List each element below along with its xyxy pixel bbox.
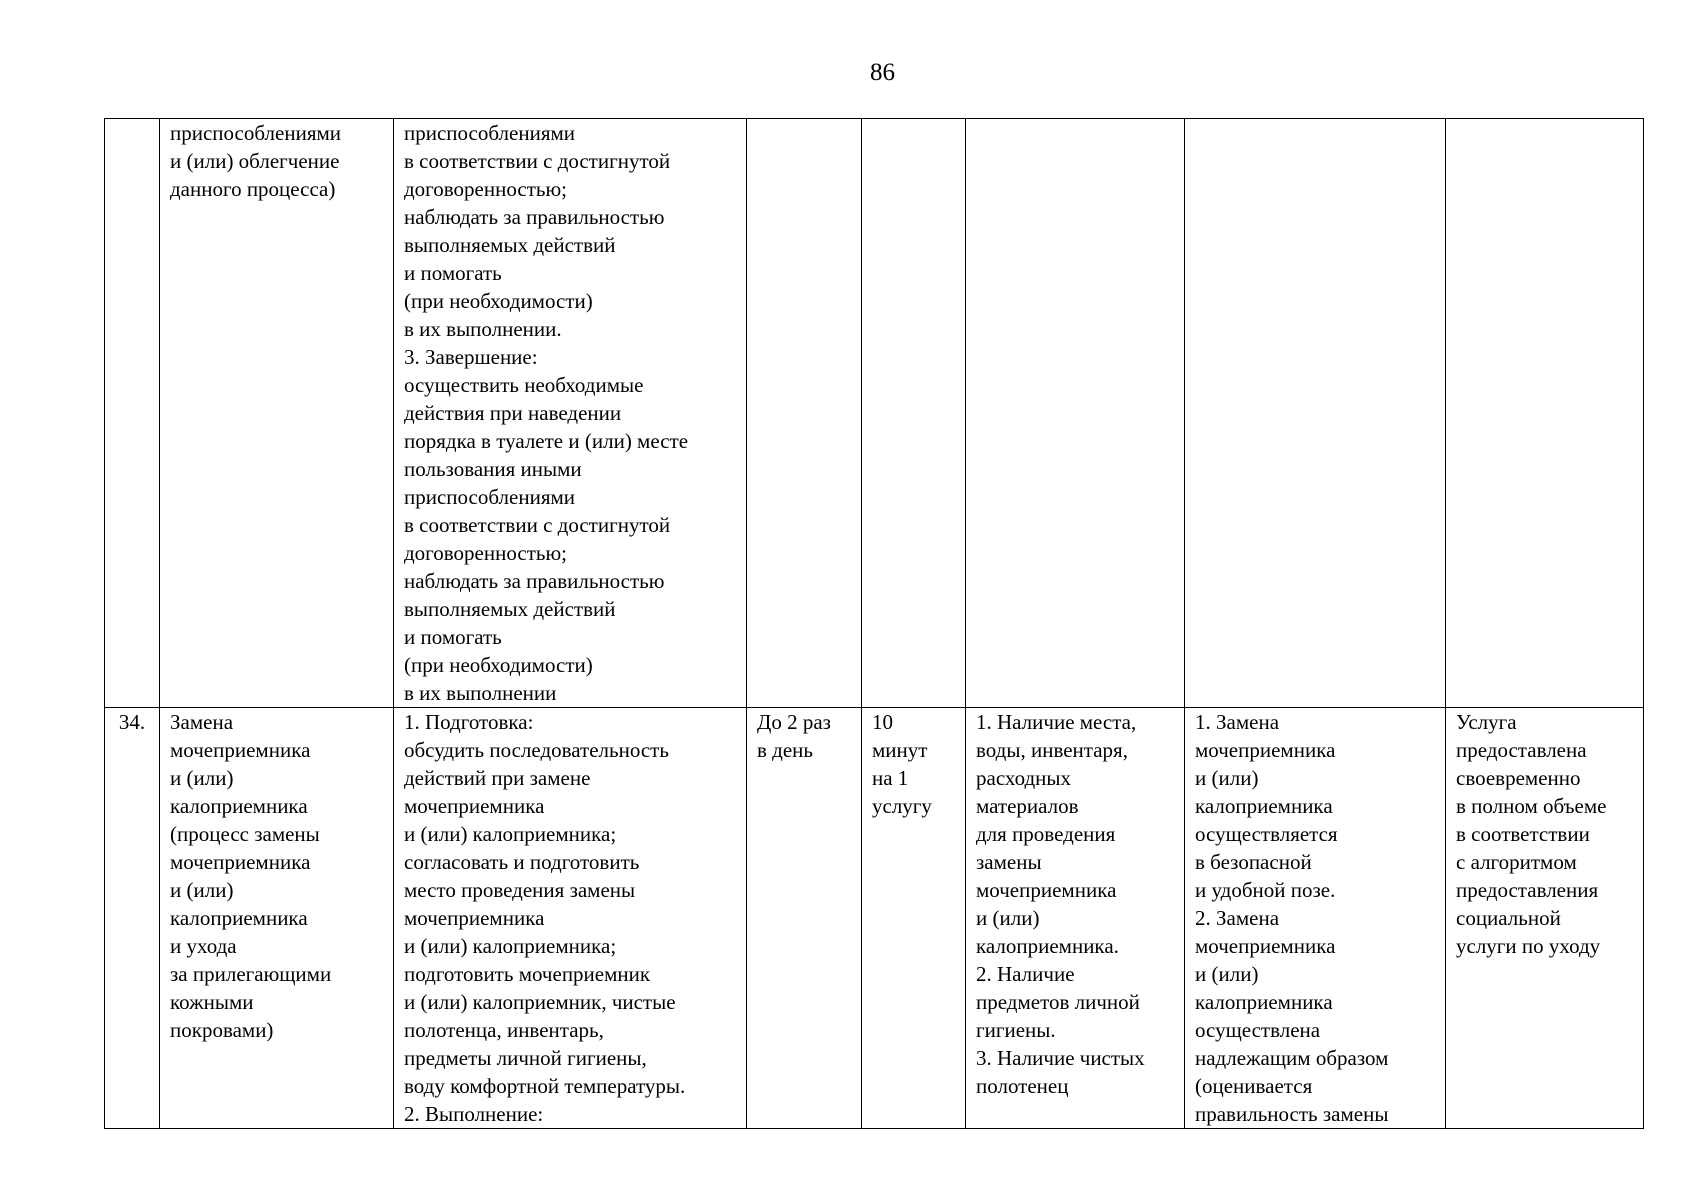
service-content-cell: приспособлениями в соответствии с достигнутой договоренностью; наблюдать за правильностью выполняемых действий и помогать (при необходимости) в их выполнении. 3. Завершение: осуществить необходимые действия при наведении порядка в туалете и (или) месте пользования иными приспособлениями в соответствии с достигнутой договоренностью; наблюдать за правильностью выполняемых действий и помогать (при необходимости) в их выполнении [394, 119, 747, 708]
conditions-cell [966, 119, 1185, 708]
quality-indicators-cell: 1. Замена мочеприемника и (или) калоприемника осуществляется в безопасной и удобной позе. 2. Замена мочеприемника и (или) калоприемника осуществлена надлежащим образом (оценивается правильность замены [1185, 708, 1446, 1129]
page-number: 86 [870, 59, 895, 86]
duration-cell [862, 119, 966, 708]
quality-indicators-cell [1185, 119, 1446, 708]
row-number-cell: 34. [105, 708, 160, 1129]
conditions-cell: 1. Наличие места, воды, инвентаря, расходных материалов для проведения замены мочеприемника и (или) калоприемника. 2. Наличие предметов личной гигиены. 3. Наличие чистых полотенец [966, 708, 1185, 1129]
duration-cell: 10 минут на 1 услугу [862, 708, 966, 1129]
frequency-cell [747, 119, 862, 708]
row-number-cell [105, 119, 160, 708]
table-row [105, 119, 1644, 708]
frequency-cell: До 2 раз в день [747, 708, 862, 1129]
result-assessment-cell [1446, 119, 1644, 708]
result-assessment-cell: Услуга предоставлена своевременно в полном объеме в соответствии с алгоритмом предоставления социальной услуги по уходу [1446, 708, 1644, 1129]
service-name-cell: приспособлениями и (или) облегчение данного процесса) [160, 119, 394, 708]
table-row [105, 708, 1644, 1129]
services-table [104, 118, 1644, 1129]
service-name-cell: Замена мочеприемника и (или) калоприемника (процесс замены мочеприемника и (или) калоприемника и ухода за прилегающими кожными покровами) [160, 708, 394, 1129]
service-content-cell: 1. Подготовка: обсудить последовательность действий при замене мочеприемника и (или) калоприемника; согласовать и подготовить место проведения замены мочеприемника и (или) калоприемника; подготовить мочеприемник и (или) калоприемник, чистые полотенца, инвентарь, предметы личной гигиены, воду комфортной температуры. 2. Выполнение: [394, 708, 747, 1129]
